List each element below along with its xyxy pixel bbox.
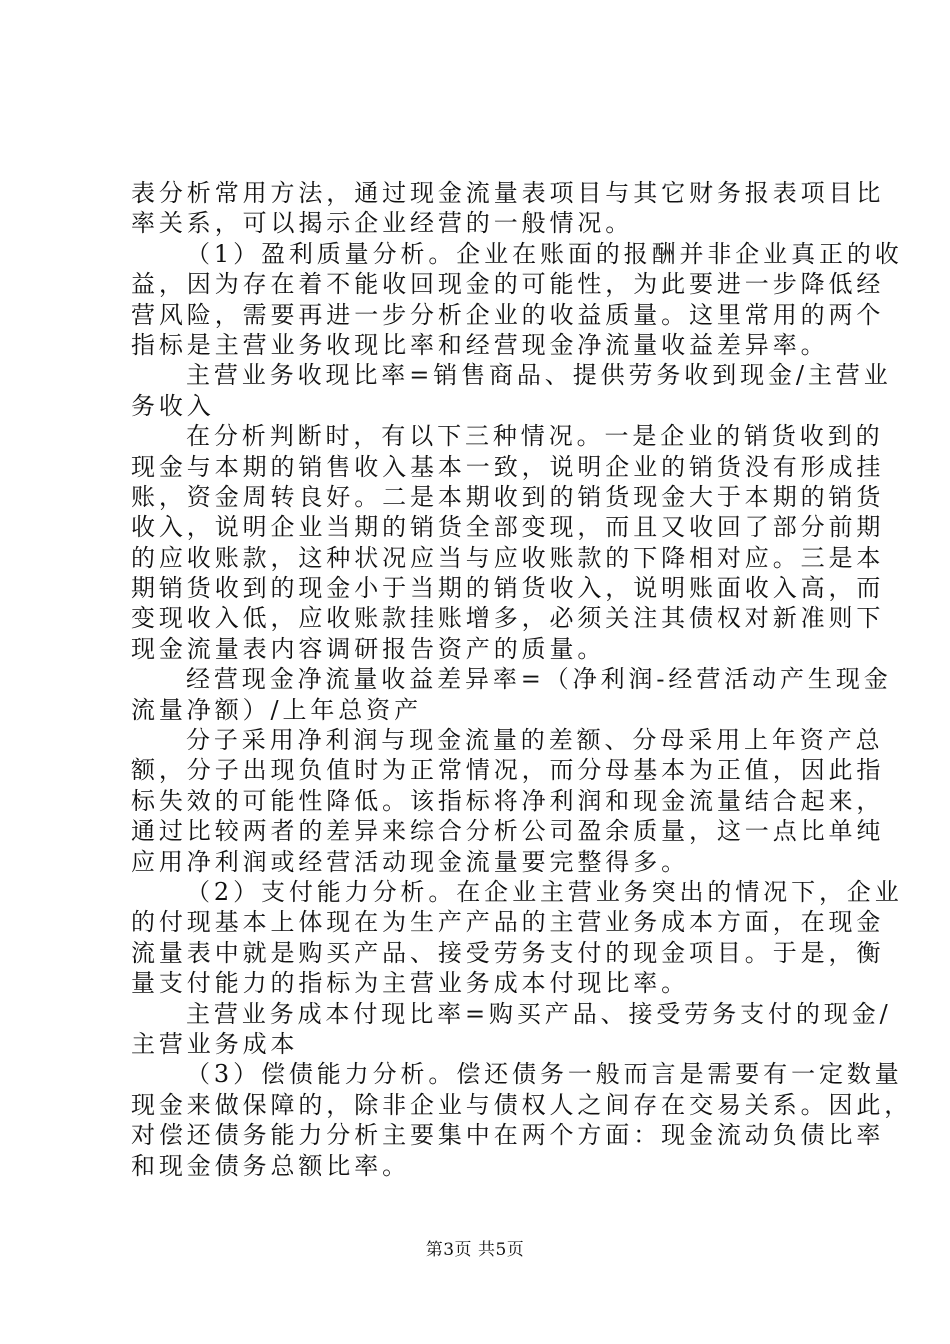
text-line: 的付现基本上体现在为生产产品的主营业务成本方面，在现金	[131, 908, 885, 937]
text-line: 主营业务成本付现比率=购买产品、接受劳务支付的现金/	[186, 999, 892, 1028]
text-line: 收入，说明企业当期的销货全部变现，而且又收回了部分前期	[131, 513, 885, 542]
text-line: 率关系，可以揭示企业经营的一般情况。	[131, 209, 634, 238]
text-line: 流量表中就是购买产品、接受劳务支付的现金项目。于是，衡	[131, 938, 885, 967]
text-line: 指标是主营业务收现比率和经营现金净流量收益差异率。	[131, 330, 829, 359]
text-line: 应用净利润或经营活动现金流量要完整得多。	[131, 847, 689, 876]
text-line: 在分析判断时，有以下三种情况。一是企业的销货收到的	[186, 422, 884, 451]
text-line: 主营业务成本	[131, 1029, 299, 1058]
text-line: 主营业务收现比率=销售商品、提供劳务收到现金/主营业	[186, 361, 892, 390]
text-line: 经营现金净流量收益差异率=（净利润-经营活动产生现金	[186, 665, 892, 694]
paragraph-three-situations	[131, 421, 885, 664]
text-line: 分子采用净利润与现金流量的差额、分母采用上年资产总	[186, 726, 884, 755]
text-line: 期销货收到的现金小于当期的销货收入，说明账面收入高，而	[131, 574, 885, 603]
formula-net-cash-flow-difference-ratio	[131, 664, 892, 725]
text-line: 流量净额）/上年总资产	[131, 695, 422, 724]
text-line: （1）盈利质量分析。企业在账面的报酬并非企业真正的收	[186, 239, 903, 268]
text-line: 标失效的可能性降低。该指标将净利润和现金流量结合起来，	[131, 786, 885, 815]
text-line: 现金与本期的销售收入基本一致，说明企业的销货没有形成挂	[131, 452, 885, 481]
text-line: 额，分子出现负值时为正常情况，而分母基本为正值，因此指	[131, 756, 885, 785]
paragraph-profit-quality-analysis	[131, 239, 903, 361]
paragraph-solvency-analysis	[131, 1059, 913, 1181]
text-line: 对偿还债务能力分析主要集中在两个方面：现金流动负债比率	[131, 1121, 885, 1150]
text-line: 益，因为存在着不能收回现金的可能性，为此要进一步降低经	[131, 270, 885, 299]
text-line: （2）支付能力分析。在企业主营业务突出的情况下，企业	[186, 877, 903, 906]
text-line: 务收入	[131, 391, 215, 420]
text-line: （3）偿债能力分析。偿还债务一般而言是需要有一定数量	[186, 1060, 903, 1089]
text-line: 营风险，需要再进一步分析企业的收益质量。这里常用的两个	[131, 300, 885, 329]
text-line: 通过比较两者的差异来综合分析公司盈余质量，这一点比单纯	[131, 817, 885, 846]
text-line: 账，资金周转良好。二是本期收到的销货现金大于本期的销货	[131, 482, 885, 511]
text-line: 量支付能力的指标为主营业务成本付现比率。	[131, 969, 689, 998]
text-line: 的应收账款，这种状况应当与应收账款的下降相对应。三是本	[131, 543, 885, 572]
paragraph-payment-capacity-analysis	[131, 877, 903, 999]
text-line: 现金流量表内容调研报告资产的质量。	[131, 634, 606, 663]
page-number-footer: 第3页 共5页	[425, 1240, 525, 1260]
paragraph-intro-continuation	[131, 178, 885, 239]
text-line: 表分析常用方法，通过现金流量表项目与其它财务报表项目比	[131, 179, 885, 207]
formula-cost-cash-payment-ratio	[131, 999, 892, 1060]
text-line: 变现收入低，应收账款挂账增多，必须关注其债权对新准则下	[131, 604, 885, 633]
text-line: 现金来做保障的，除非企业与债权人之间存在交易关系。因此，	[131, 1090, 913, 1119]
paragraph-numerator-denominator	[131, 725, 885, 877]
text-line: 和现金债务总额比率。	[131, 1151, 410, 1180]
document-body	[131, 178, 913, 1181]
formula-revenue-cash-ratio	[131, 360, 892, 421]
